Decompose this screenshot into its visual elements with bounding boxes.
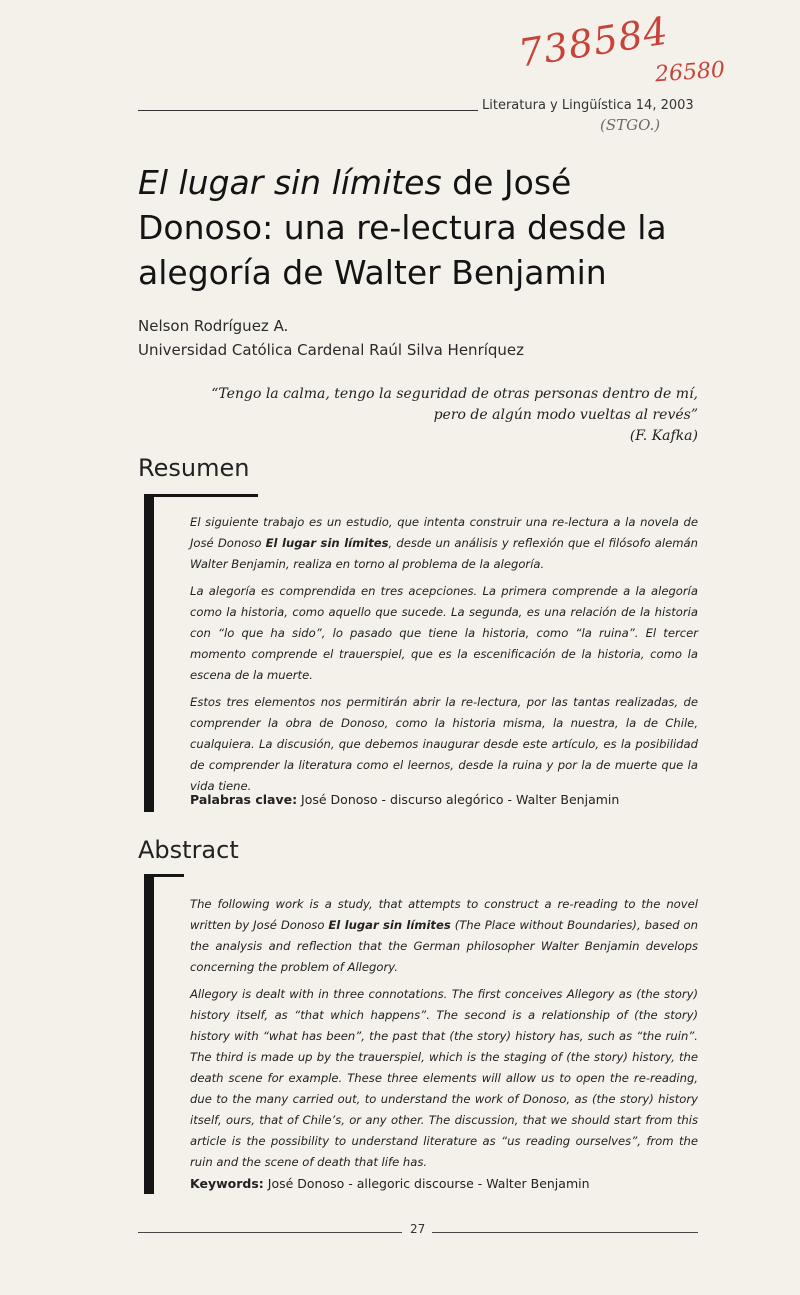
resumen-keywords (190, 792, 619, 807)
abstract-paragraph-1 (190, 894, 698, 978)
resumen-paragraph-3: Estos tres elementos nos permitirán abrir la re-lectura, por las tantas realizadas, de comprender la obra de Donoso, como la historia misma, la nuestra, la de Chile, cualquiera. La discusión, que debemos inaugurar desde este artículo, es la posibilidad de comprender la literatura como el leernos, desde la ruina y por la de muerte que la vida tiene. (190, 695, 698, 793)
author-block (138, 314, 524, 362)
handwritten-location-note: (STGO.) (600, 116, 661, 134)
abstract-p1-text-end: (The Place without Boundaries), based on the analysis and reflection that the German philosopher Walter Benjamin develops concerning the problem of Allegory. (190, 918, 698, 974)
abstract-keywords-list: José Donoso - allegoric discourse - Walter Benjamin (263, 1176, 590, 1191)
resumen-body (190, 512, 698, 803)
abstract-heading: Abstract (138, 836, 239, 864)
abstract-p1-book-title: El lugar sin límites (328, 918, 451, 932)
resumen-p1-text-end: , desde un análisis y reflexión que el filósofo alemán Walter Benjamin, realiza en torno al problema de la alegoría. (190, 536, 699, 571)
resumen-bracket-top (144, 494, 258, 497)
abstract-paragraph-2: Allegory is dealt with in three connotations. The first conceives Allegory as (the story) history itself, as “that which happens”. The second is a relationship of (the story) history with “what has been”, the past that (the story) history has, such as “the ruin”. The third is made up by the trauerspiel, which is the staging of (the story) history, the death scene for example. These three elements will allow us to open the re-reading, due to the many carried out, to understand the work of Donoso, as (the story) history itself, ours, that of Chile’s, or any other. The discussion, that we should start from this article is the possibility to understand literature as “us reading ourselves”, from the ruin and the scene of death that life has. (190, 987, 698, 1169)
resumen-keywords-label: Palabras clave: (190, 792, 298, 807)
footer-rule-right (432, 1232, 698, 1233)
handwritten-catalog-number: 738584 (515, 8, 672, 76)
epigraph-attribution: (F. Kafka) (629, 428, 698, 444)
abstract-p1-text: The following work is a study, that attempts to construct a re-reading to the novel written by José Donoso (190, 897, 698, 932)
author-name: Nelson Rodríguez A. (138, 317, 289, 335)
abstract-bracket-bar (144, 874, 154, 1194)
resumen-p1-text: El siguiente trabajo es un estudio, que intenta construir una re-lectura a la novela de José Donoso (190, 515, 698, 550)
article-title (138, 160, 698, 295)
abstract-keywords (190, 1176, 590, 1191)
epigraph-line-2: pero de algún modo vueltas al revés” (433, 407, 698, 423)
resumen-paragraph-1 (190, 512, 698, 575)
page-number: 27 (410, 1222, 426, 1236)
abstract-keywords-label: Keywords: (190, 1176, 264, 1191)
header-rule (138, 110, 478, 111)
footer-rule-left (138, 1232, 402, 1233)
abstract-body (190, 894, 698, 1179)
handwritten-secondary-number: 26580 (654, 57, 726, 88)
title-book-name: El lugar sin límites (138, 163, 442, 202)
title-rest: de José Donoso: una re-lectura desde la alegoría de Walter Benjamin (138, 163, 667, 292)
resumen-heading: Resumen (138, 454, 250, 482)
resumen-paragraph-2: La alegoría es comprendida en tres acepciones. La primera comprende a la alegoría como la historia, como aquello que sucede. La segunda, es una relación de la historia con “lo que ha sido”, lo pasado que tiene la historia, como “la ruina”. El tercer momento comprende el trauerspiel, que es la escenificación de la historia, como la escena de la muerte. (190, 584, 698, 682)
epigraph-line-1: “Tengo la calma, tengo la seguridad de otras personas dentro de mí, (211, 386, 698, 402)
resumen-keywords-list: José Donoso - discurso alegórico - Walter Benjamin (297, 792, 620, 807)
resumen-bracket-bar (144, 494, 154, 812)
journal-header: Literatura y Lingüística 14, 2003 (482, 98, 694, 113)
resumen-p1-book-title: El lugar sin límites (265, 536, 389, 550)
author-affiliation: Universidad Católica Cardenal Raúl Silva Henríquez (138, 341, 525, 359)
epigraph (178, 384, 698, 447)
